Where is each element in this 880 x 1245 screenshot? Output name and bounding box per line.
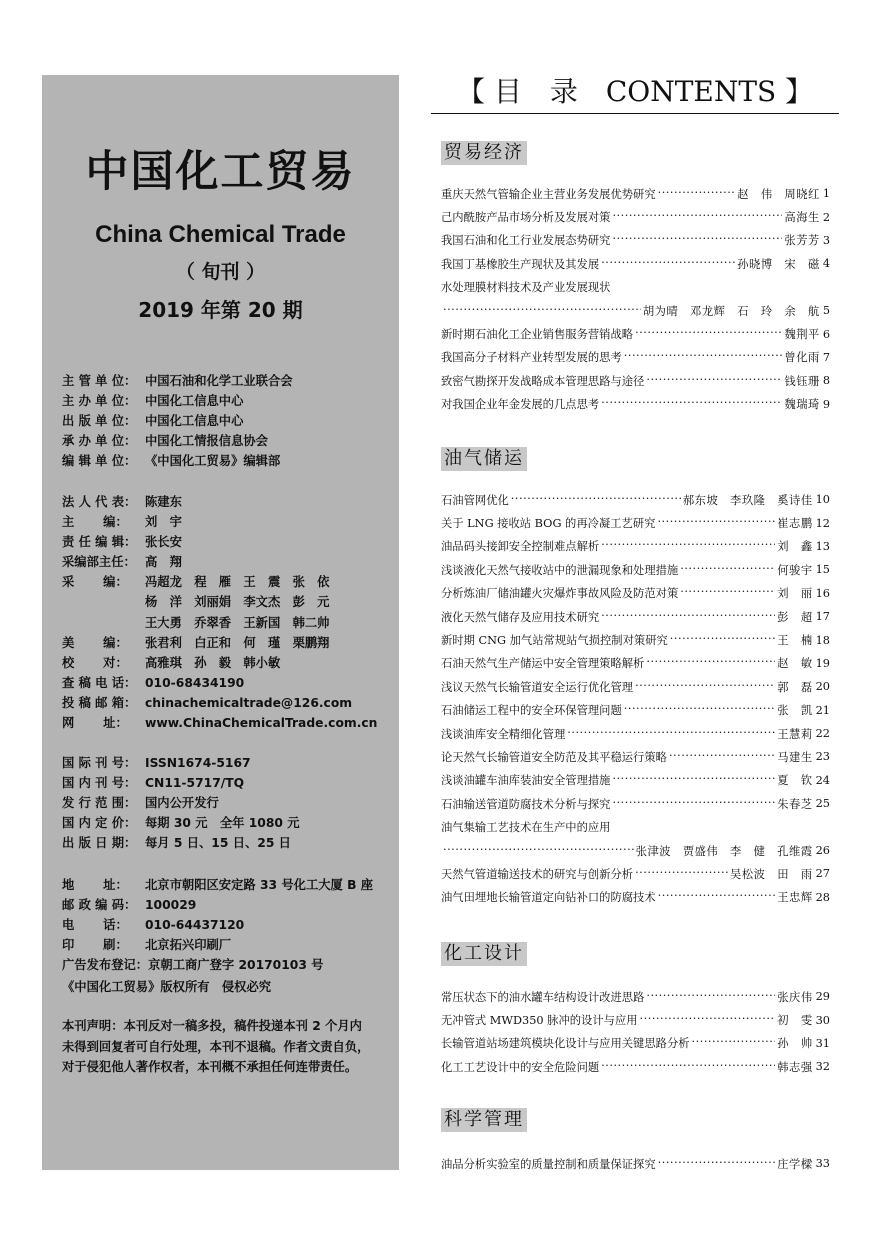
- info-value: 张长安: [145, 535, 182, 550]
- toc-entry[interactable]: [441, 1152, 830, 1175]
- info-row: [62, 532, 377, 552]
- toc-leader-dots: [658, 891, 776, 903]
- toc-entry-title: 天然气管道输送技术的研究与创新分析: [441, 867, 634, 881]
- toc-entry-title: 我国丁基橡胶生产现状及其发展: [441, 257, 600, 271]
- info-value: 中国石油和化学工业联合会: [145, 374, 293, 388]
- toc-entry-title: 分析炼油厂储油罐火灾爆炸事故风险及防范对策: [441, 587, 679, 601]
- info-label: 广告发布登记：: [62, 958, 149, 973]
- info-row: [62, 813, 300, 833]
- info-row: [62, 512, 377, 532]
- toc-entry-title: 浅议天然气长输管道安全运行优化管理: [441, 680, 634, 694]
- toc-leader-dots: [511, 494, 681, 506]
- toc-leader-dots: [443, 845, 634, 857]
- toc-entry-title: 化工工艺设计中的安全危险问题: [441, 1060, 600, 1074]
- toc-entry-title: 石油管网优化: [441, 493, 509, 507]
- info-row: [62, 592, 377, 612]
- toc-entry-page: 6: [822, 327, 830, 341]
- toc-entry[interactable]: [441, 792, 830, 815]
- toc-entry-title: 论天然气长输管道安全防范及其平稳运行策略: [441, 750, 667, 764]
- toc-entry-page: 19: [815, 656, 830, 670]
- toc-leader-dots: [680, 587, 775, 599]
- toc-entry-page: 17: [815, 610, 830, 624]
- toc-entry[interactable]: [441, 558, 830, 581]
- toc-entry-title: 关于 LNG 接收站 BOG 的再冷凝工艺研究: [441, 517, 656, 531]
- toc-entry-authors: 初 雯: [777, 1014, 813, 1028]
- toc-leader-dots: [692, 1037, 776, 1049]
- info-value: 陈建东: [145, 495, 182, 509]
- toc-leader-dots: [658, 188, 736, 200]
- copyright-line: 《中国化工贸易》版权所有 侵权必究: [62, 980, 272, 994]
- toc-entry-authors: 钱钰珊: [784, 374, 820, 388]
- info-label: 承 办 单 位：: [62, 434, 137, 449]
- toc-leader-dots: [646, 991, 775, 1003]
- toc-entry[interactable]: [441, 182, 830, 205]
- toc-entry[interactable]: [441, 722, 830, 745]
- toc-entry-page: 4: [822, 257, 830, 271]
- info-row: [62, 875, 373, 895]
- info-value: ISSN1674-5167: [145, 756, 251, 770]
- toc-entry-title: 无冲管式 MWD350 脉冲的设计与应用: [441, 1014, 638, 1028]
- toc-entry-page: 2: [822, 210, 830, 224]
- toc-entry-page: 33: [815, 1157, 830, 1171]
- toc-entry[interactable]: [441, 488, 830, 511]
- info-value: 北京市朝阳区安定路 33 号化工大厦 B 座: [145, 878, 374, 892]
- toc-entry-title: 浅谈油罐车油库装油安全管理措施: [441, 774, 611, 788]
- toc-entry-authors: 何骏宇: [777, 563, 813, 577]
- info-value: 冯超龙 程 雁 王 震 张 依: [145, 575, 330, 590]
- info-row: [62, 613, 377, 633]
- toc-leader-dots: [612, 774, 775, 786]
- info-label: 国 内 定 价：: [62, 816, 137, 831]
- toc-entry[interactable]: [441, 369, 830, 392]
- info-label: 主 管 单 位：: [62, 374, 137, 388]
- toc-entry-page: 22: [815, 727, 830, 741]
- toc-entry[interactable]: [441, 1008, 830, 1031]
- toc-entry-title: 油气集输工艺技术在生产中的应用: [441, 821, 611, 835]
- info-label: 印 刷：: [62, 938, 128, 953]
- toc-entry-page: 30: [815, 1013, 830, 1027]
- toc-entry[interactable]: [441, 652, 830, 675]
- info-row: [62, 773, 300, 793]
- info-value: 010-68434190: [145, 675, 245, 690]
- toc-entry-title: 致密气勘探开发战略成本管理思路与途径: [441, 374, 645, 388]
- info-section-contact: [62, 875, 373, 975]
- info-row: [62, 391, 293, 411]
- info-value: 国内公开发行: [145, 796, 219, 811]
- toc-entry-page: 24: [815, 773, 830, 787]
- info-label: 法 人 代 表：: [62, 495, 137, 509]
- toc-leader-dots: [612, 211, 782, 223]
- toc-entry-authors: 彭 超: [777, 610, 813, 624]
- info-row: [62, 915, 373, 935]
- info-label: 国 际 刊 号：: [62, 756, 137, 770]
- toc-entry-page: 25: [815, 797, 830, 811]
- info-value: 张君利 白正和 何 瑾 栗鹏翔: [145, 635, 330, 650]
- info-value: CN11-5717/TQ: [145, 776, 245, 791]
- toc-entry-authors: 曾化雨: [784, 351, 820, 365]
- info-row: [62, 451, 293, 471]
- toc-entry-authors: 张庆伟: [777, 990, 813, 1004]
- info-label: 网 址：: [62, 716, 128, 731]
- info-value: 100029: [145, 898, 197, 913]
- info-value: 中国化工情报信息协会: [145, 434, 268, 449]
- toc-leader-dots: [670, 634, 775, 646]
- toc-entry-title: 己内酰胺产品市场分析及发展对策: [441, 211, 611, 225]
- toc-leader-dots: [601, 258, 735, 270]
- info-row: [62, 633, 377, 653]
- magazine-english-title: China Chemical Trade: [95, 221, 346, 248]
- toc-entry[interactable]: [441, 699, 830, 722]
- toc-entry-title: 油品码头接卸安全控制难点解析: [441, 540, 600, 554]
- toc-entry[interactable]: [441, 205, 830, 228]
- contents-header: 【 目 录 CONTENTS 】: [431, 71, 839, 114]
- toc-entry-title: 新时期石油化工企业销售服务营销战略: [441, 328, 634, 342]
- toc-entry-page: 9: [822, 397, 830, 411]
- toc-leader-dots: [640, 1014, 776, 1026]
- info-row: [62, 653, 377, 673]
- info-label: 发 行 范 围：: [62, 796, 137, 811]
- section-heading: 科学管理: [441, 1108, 527, 1132]
- info-value: 010-64437120: [145, 918, 245, 933]
- info-row: [62, 693, 377, 713]
- toc-entry-authors: 庄学樑: [777, 1157, 813, 1171]
- toc-entry-authors: 赵 敏: [777, 657, 813, 671]
- toc-entry[interactable]: [441, 985, 830, 1008]
- toc-entry-page: 27: [815, 867, 830, 881]
- toc-entry[interactable]: [441, 769, 830, 792]
- toc-entry-title: 重庆天然气管输企业主营业务发展优势研究: [441, 187, 656, 201]
- info-value: 《中国化工贸易》编辑部: [145, 454, 281, 469]
- info-row: [62, 431, 293, 451]
- info-label: 主 办 单 位：: [62, 394, 137, 409]
- toc-entry-page: 3: [822, 233, 830, 247]
- publication-frequency: （ 旬刊 ）: [175, 261, 266, 283]
- toc-leader-dots: [669, 751, 775, 763]
- info-label: 校 对：: [62, 655, 128, 670]
- info-row: [62, 371, 293, 391]
- toc-entry-authors: 高海生: [784, 211, 820, 225]
- toc-entry-authors: 张芳芳: [784, 234, 820, 248]
- toc-entry-authors: 郭 磊: [777, 680, 813, 694]
- toc-entry-authors: 崔志鹏: [777, 517, 813, 531]
- toc-entry-authors: 胡为晴 邓龙辉 石 玲 余 航: [642, 304, 820, 318]
- toc-entry-authors: 孙 帅: [777, 1037, 813, 1051]
- toc-leader-dots: [601, 540, 775, 552]
- info-value: 高 翔: [145, 555, 182, 570]
- toc-entry-authors: 刘 鑫: [777, 540, 813, 554]
- section-heading: 化工设计: [441, 942, 527, 966]
- info-label: 邮 政 编 码：: [62, 898, 137, 913]
- info-row: [62, 673, 377, 693]
- toc-leader-dots: [443, 305, 641, 317]
- toc-entry[interactable]: [441, 862, 830, 885]
- info-label: 出 版 日 期：: [62, 836, 137, 851]
- toc-leader-dots: [601, 1061, 775, 1073]
- toc-entry[interactable]: [441, 276, 830, 299]
- toc-leader-dots: [612, 234, 782, 246]
- toc-entry-authors: 朱春芝: [777, 797, 813, 811]
- issue-number: 2019 年第 20 期: [138, 298, 303, 322]
- toc-entry-authors: 王 楠: [777, 634, 813, 648]
- info-row: [62, 753, 300, 773]
- toc-section-list: [441, 985, 830, 1079]
- info-label: 查 稿 电 话：: [62, 675, 137, 690]
- toc-leader-dots: [657, 517, 775, 529]
- info-row: [62, 572, 377, 592]
- toc-entry-title: 石油输送管道防腐技术分析与探究: [441, 797, 611, 811]
- info-value: 高雅琪 孙 毅 韩小敏: [145, 655, 281, 670]
- toc-leader-dots: [624, 351, 783, 363]
- toc-entry-title: 石油储运工程中的安全环保管理问题: [441, 704, 622, 718]
- toc-entry[interactable]: [441, 745, 830, 768]
- info-row: [62, 492, 377, 512]
- toc-leader-dots: [601, 398, 782, 410]
- toc-entry-title: 浅谈油库安全精细化管理: [441, 727, 566, 741]
- toc-entry-page: 29: [815, 990, 830, 1004]
- toc-entry-title: 水处理膜材料技术及产业发展现状: [441, 281, 611, 295]
- info-value: 王大勇 乔翠香 王新国 韩二帅: [145, 615, 330, 630]
- toc-section-list: [441, 1152, 830, 1175]
- toc-entry-title: 液化天然气储存及应用技术研究: [441, 610, 600, 624]
- toc-entry[interactable]: [441, 675, 830, 698]
- info-value: chinachemicaltrade@126.com: [145, 695, 353, 710]
- info-value: 刘 宇: [145, 515, 182, 530]
- toc-entry-title: 浅谈液化天然气接收站中的泄漏现象和处理措施: [441, 563, 679, 577]
- info-value: 每期 30 元 全年 1080 元: [145, 816, 300, 831]
- info-label: 投 稿 邮 箱：: [62, 695, 137, 710]
- toc-entry-page: 20: [815, 680, 830, 694]
- toc-entry-authors: 赵 伟 周晓红: [737, 187, 820, 201]
- toc-entry-authors: 夏 钦: [777, 774, 813, 788]
- toc-leader-dots: [601, 611, 775, 623]
- toc-entry-page: 32: [815, 1060, 830, 1074]
- info-label: 美 编：: [62, 635, 128, 650]
- info-section-sponsors: [62, 371, 293, 471]
- info-row: [62, 895, 373, 915]
- toc-entry-page: 10: [815, 493, 830, 507]
- toc-entry-authors: 王慧莉: [777, 727, 813, 741]
- info-row: [62, 793, 300, 813]
- info-label: 责 任 编 辑：: [62, 535, 137, 550]
- toc-entry[interactable]: [441, 815, 830, 838]
- toc-entry-page: 1: [822, 187, 830, 201]
- toc-leader-dots: [658, 1158, 776, 1170]
- toc-entry[interactable]: [441, 252, 830, 275]
- toc-entry-authors: 孙晓博 宋 磁: [737, 257, 820, 271]
- toc-entry-page: 18: [815, 633, 830, 647]
- toc-entry[interactable]: [441, 511, 830, 534]
- toc-section-list: [441, 488, 830, 909]
- toc-leader-dots: [635, 681, 775, 693]
- masthead-panel: [42, 75, 399, 1170]
- info-section-publication: [62, 753, 300, 853]
- toc-entry[interactable]: [441, 346, 830, 369]
- toc-entry[interactable]: [441, 1032, 830, 1055]
- toc-entry-title: 油品分析实验室的质量控制和质量保证探究: [441, 1157, 656, 1171]
- toc-entry-authors: 王忠辉: [777, 891, 813, 905]
- info-value: 每月 5 日、15 日、25 日: [145, 836, 291, 851]
- toc-leader-dots: [646, 375, 782, 387]
- toc-entry-title: 新时期 CNG 加气站常规站气损控制对策研究: [441, 634, 668, 648]
- info-row: [62, 411, 293, 431]
- section-heading: 油气储运: [441, 447, 527, 471]
- toc-entry-page: 21: [815, 703, 830, 717]
- info-label: 地 址：: [62, 878, 128, 892]
- info-value: www.ChinaChemicalTrade.com.cn: [145, 716, 378, 731]
- toc-entry-page: 26: [815, 844, 830, 858]
- publication-notice: 本刊声明：本刊反对一稿多投，稿件投递本刊 2 个月内未得到回复者可自行处理，本刊不退稿。作者文责自负，对于侵犯他人著作权者，本刊概不承担任何连带责任。: [62, 1019, 370, 1074]
- toc-entry-page: 28: [815, 890, 830, 904]
- toc-entry-title: 我国石油和化工行业发展态势研究: [441, 234, 611, 248]
- toc-entry-page: 8: [822, 374, 830, 388]
- toc-entry[interactable]: [441, 299, 830, 322]
- toc-entry-page: 23: [815, 750, 830, 764]
- info-value: 中国化工信息中心: [145, 414, 244, 429]
- toc-entry-authors: 张 凯: [777, 704, 813, 718]
- toc-entry-authors: 吴松波 田 雨: [730, 867, 813, 881]
- info-label: 出 版 单 位：: [62, 414, 137, 429]
- toc-leader-dots: [624, 704, 775, 716]
- toc-entry-page: 15: [815, 563, 830, 577]
- toc-entry-title: 对我国企业年金发展的几点思考: [441, 398, 600, 412]
- toc-entry-authors: 张津波 贾盛伟 李 健 孔维霞: [635, 844, 813, 858]
- toc-leader-dots: [612, 798, 775, 810]
- toc-entry-page: 16: [815, 586, 830, 600]
- toc-entry[interactable]: [441, 605, 830, 628]
- toc-entry[interactable]: [441, 535, 830, 558]
- info-row: [62, 552, 377, 572]
- toc-entry-page: 7: [822, 350, 830, 364]
- section-heading: 贸易经济: [441, 141, 527, 165]
- toc-entry-authors: 魏荆平: [784, 328, 820, 342]
- toc-entry-page: 13: [815, 539, 830, 553]
- info-label: 电 话：: [62, 918, 128, 933]
- info-label: 采编部主任：: [62, 555, 136, 570]
- toc-entry-title: 常压状态下的油水罐车结构设计改进思路: [441, 990, 645, 1004]
- toc-leader-dots: [567, 728, 775, 740]
- toc-entry-title: 石油天然气生产储运中安全管理策略解析: [441, 657, 645, 671]
- toc-entry[interactable]: [441, 393, 830, 416]
- info-row: [62, 935, 373, 955]
- toc-entry-authors: 刘 丽: [777, 587, 813, 601]
- toc-entry[interactable]: [441, 229, 830, 252]
- toc-entry[interactable]: [441, 322, 830, 345]
- toc-entry-authors: 韩志强: [777, 1060, 813, 1074]
- info-value: 杨 洋 刘丽娟 李文杰 彭 元: [145, 595, 330, 610]
- info-value: 中国化工信息中心: [145, 394, 244, 409]
- toc-entry[interactable]: [441, 839, 830, 862]
- info-value: 京朝工商广登字 20170103 号: [148, 958, 324, 973]
- toc-entry-title: 长输管道站场建筑模块化设计与应用关键思路分析: [441, 1037, 690, 1051]
- toc-leader-dots: [635, 328, 782, 340]
- toc-entry[interactable]: [441, 1055, 830, 1078]
- magazine-title: 中国化工贸易: [85, 147, 356, 197]
- info-row: [62, 713, 377, 733]
- info-value: 北京拓兴印刷厂: [145, 938, 232, 953]
- info-row: [62, 833, 300, 853]
- toc-leader-dots: [635, 868, 728, 880]
- info-section-editorial: [62, 492, 377, 733]
- info-label: 国 内 刊 号：: [62, 776, 137, 791]
- toc-entry-title: 油气田埋地长输管道定向钻补口的防腐技术: [441, 891, 656, 905]
- info-label: 采 编：: [62, 575, 128, 590]
- toc-entry-authors: 魏瑞琦: [784, 398, 820, 412]
- toc-leader-dots: [646, 657, 775, 669]
- info-label: 主 编：: [62, 515, 128, 530]
- toc-leader-dots: [680, 564, 775, 576]
- info-row: [62, 955, 373, 975]
- toc-entry[interactable]: [441, 582, 830, 605]
- toc-entry-authors: 马建生: [777, 750, 813, 764]
- toc-entry[interactable]: [441, 886, 830, 909]
- toc-entry[interactable]: [441, 628, 830, 651]
- toc-entry-page: 12: [815, 516, 830, 530]
- info-label: 编 辑 单 位：: [62, 454, 137, 469]
- toc-entry-page: 5: [822, 304, 830, 318]
- toc-entry-authors: 郝东坡 李玖隆 奚诗佳: [682, 493, 813, 507]
- toc-section-list: [441, 182, 830, 416]
- toc-entry-page: 31: [815, 1036, 830, 1050]
- toc-entry-title: 我国高分子材料产业转型发展的思考: [441, 351, 622, 365]
